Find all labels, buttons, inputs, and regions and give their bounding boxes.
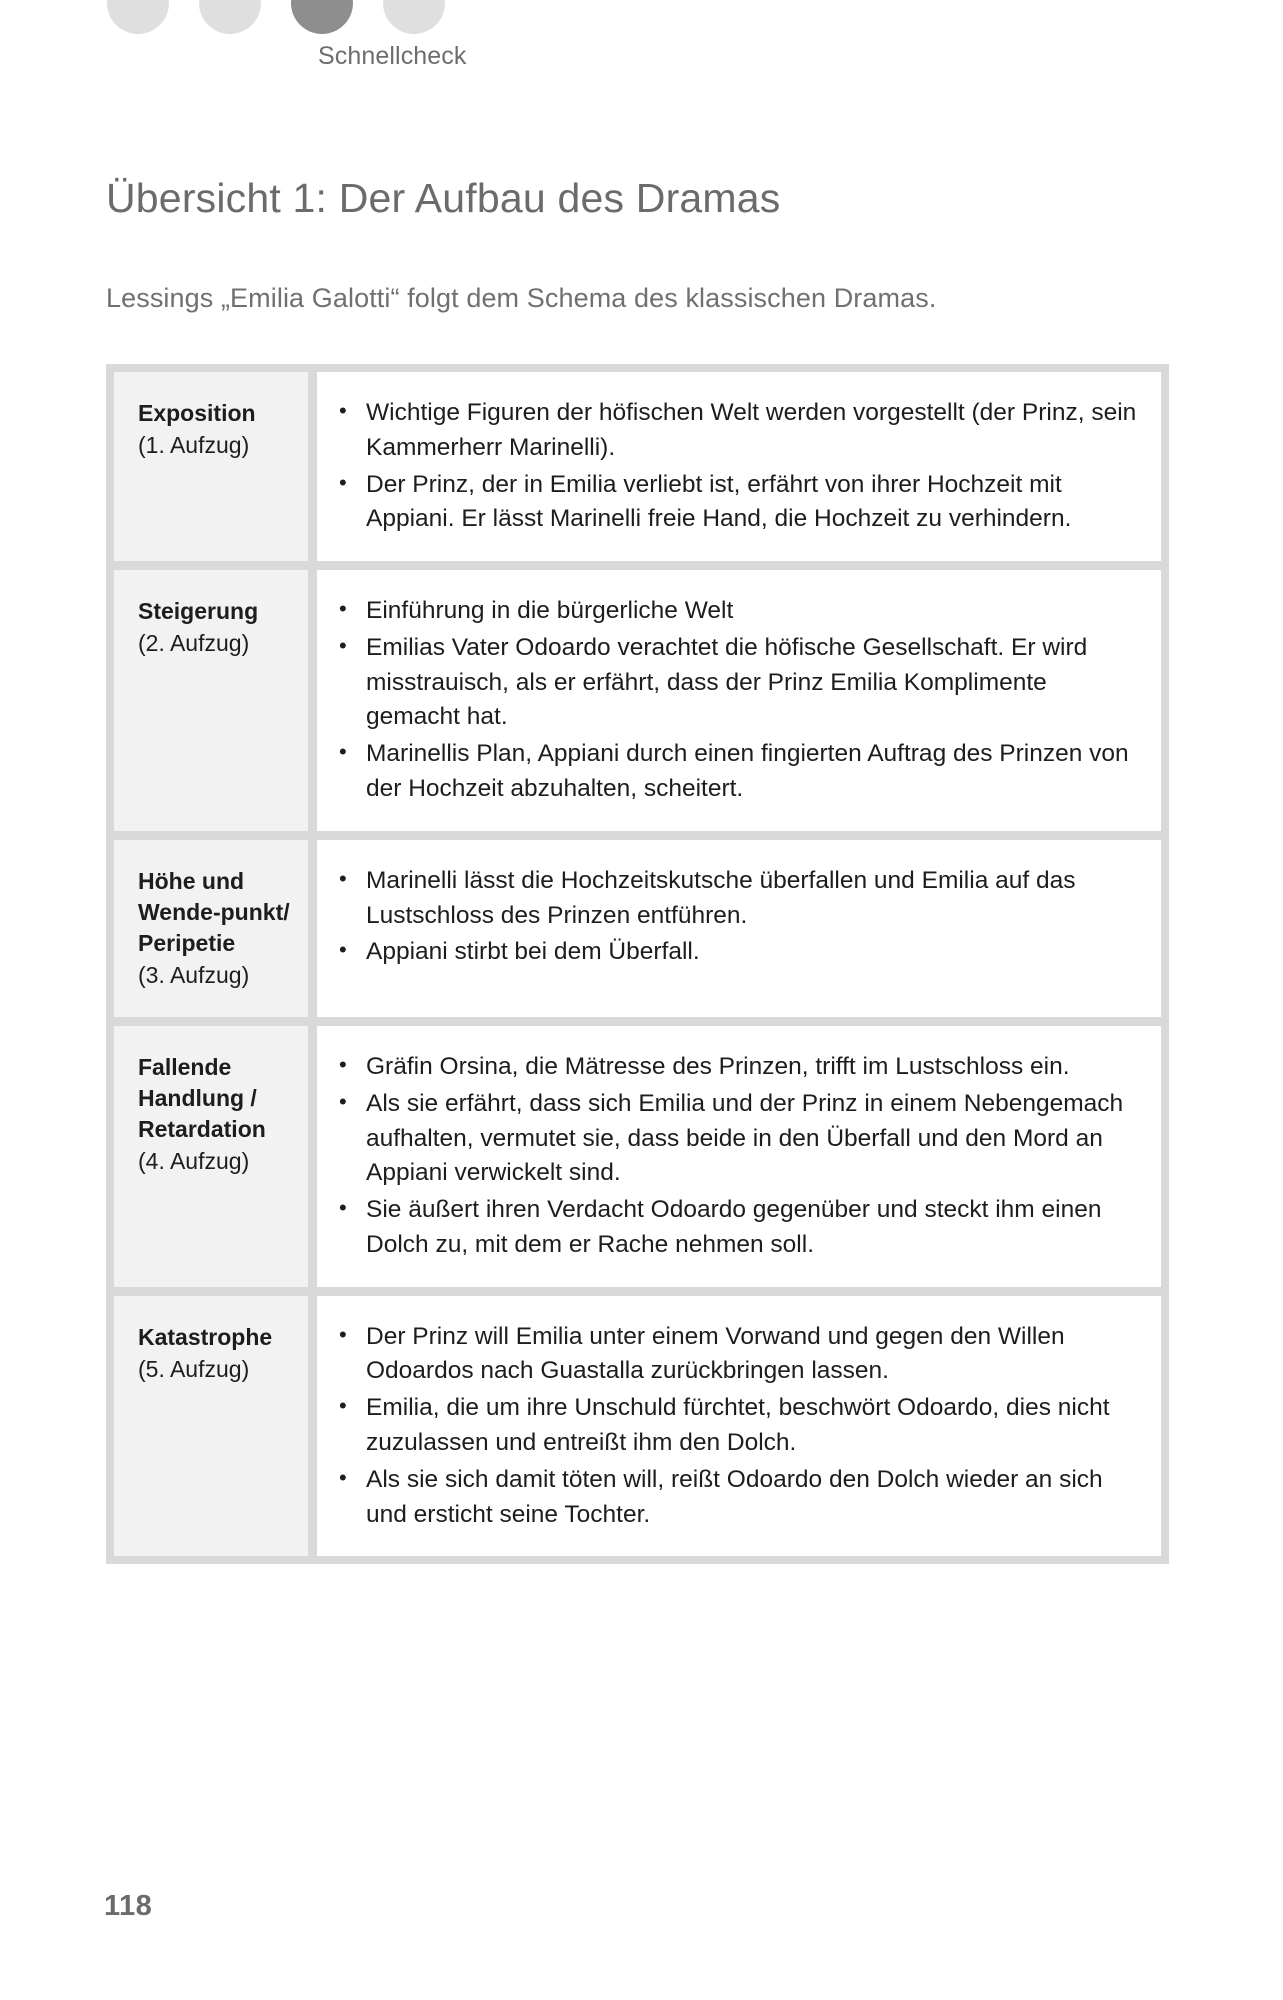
- bullet-list: [337, 396, 1143, 537]
- bullet-item: • Gräfin Orsina, die Mätresse des Prinzen, trifft im Lustschloss ein.: [337, 1050, 1143, 1085]
- stage-name: Exposition: [138, 400, 256, 426]
- stage-name: Katastrophe: [138, 1323, 273, 1350]
- bullet-item: • Appiani stirbt bei dem Überfall.: [337, 935, 1143, 970]
- stage-act: (2. Aufzug): [138, 630, 250, 657]
- bullet-list: [337, 1320, 1143, 1533]
- page-subtitle: Lessings „Emilia Galotti“ folgt dem Schema des klassischen Dramas.: [106, 283, 937, 313]
- bullet-list: [337, 1050, 1143, 1263]
- bullet-item: • Als sie sich damit töten will, reißt Odoardo den Dolch wieder an sich und ersticht seine Tochter.: [337, 1463, 1143, 1533]
- stage-content-cell: [317, 840, 1161, 1017]
- table-row: [114, 1026, 1161, 1287]
- bullet-list: [337, 594, 1143, 807]
- stage-name: Steigerung: [138, 598, 259, 625]
- stage-act: (5. Aufzug): [138, 1355, 250, 1382]
- stage-name: Höhe und Wende-punkt/ Peripetie: [138, 867, 290, 956]
- chapter-dot-3-active[interactable]: [291, 0, 353, 34]
- stage-content-cell: [317, 1026, 1161, 1287]
- stage-act: (4. Aufzug): [138, 1148, 250, 1175]
- bullet-item: • Marinelli lässt die Hochzeitskutsche überfallen und Emilia auf das Lustschloss des Prinzen entführen.: [337, 864, 1143, 934]
- chapter-dot-2[interactable]: [199, 0, 261, 34]
- bullet-item: • Emilias Vater Odoardo verachtet die höfische Gesellschaft. Er wird misstrauisch, als er erfährt, dass der Prinz Emilia Komplimente gemacht hat.: [337, 631, 1143, 735]
- stage-content-cell: [317, 1296, 1161, 1557]
- table-row: [114, 372, 1161, 561]
- bullet-item: • Emilia, die um ihre Unschuld fürchtet, beschwört Odoardo, dies nicht zuzulassen und entreißt ihm den Dolch.: [337, 1391, 1143, 1461]
- stage-name: Fallende Handlung / Retardation: [138, 1054, 266, 1143]
- table-row: [114, 840, 1161, 1017]
- bullet-item: • Marinellis Plan, Appiani durch einen fingierten Auftrag des Prinzen von der Hochzeit abzuhalten, scheitert.: [337, 737, 1143, 807]
- page-title: Übersicht 1: Der Aufbau des Dramas: [106, 175, 781, 222]
- chapter-dot-label: Schnellcheck: [318, 42, 467, 70]
- drama-structure-table: [106, 364, 1169, 1564]
- bullet-item: • Als sie erfährt, dass sich Emilia und der Prinz in einem Nebengemach aufhalten, vermutet sie, dass beide in den Überfall und den Mord an Appiani verwickelt sind.: [337, 1087, 1143, 1191]
- chapter-dot-nav[interactable]: [107, 0, 445, 34]
- bullet-item: • Einführung in die bürgerliche Welt: [337, 594, 1143, 629]
- bullet-list: [337, 864, 1143, 970]
- stage-label-cell: [114, 1296, 308, 1557]
- chapter-dot-4[interactable]: [383, 0, 445, 34]
- bullet-item: • Sie äußert ihren Verdacht Odoardo gegenüber und steckt ihm einen Dolch zu, mit dem er Rache nehmen soll.: [337, 1193, 1143, 1263]
- stage-act: (1. Aufzug): [138, 432, 250, 459]
- stage-label-cell: [114, 840, 308, 1017]
- stage-content-cell: [317, 570, 1161, 831]
- bullet-item: • Wichtige Figuren der höfischen Welt werden vorgestellt (der Prinz, sein Kammerherr Marinelli).: [337, 396, 1143, 466]
- table-row: [114, 570, 1161, 831]
- stage-label-cell: [114, 570, 308, 831]
- stage-label-cell: [114, 1026, 308, 1287]
- stage-label-cell: [114, 372, 308, 561]
- chapter-dot-1[interactable]: [107, 0, 169, 34]
- bullet-item: • Der Prinz will Emilia unter einem Vorwand und gegen den Willen Odoardos nach Guastalla zurückbringen lassen.: [337, 1320, 1143, 1390]
- page-number: 118: [104, 1890, 153, 1922]
- stage-act: (3. Aufzug): [138, 961, 250, 988]
- bullet-item: • Der Prinz, der in Emilia verliebt ist, erfährt von ihrer Hochzeit mit Appiani. Er lässt Marinelli freie Hand, die Hochzeit zu verhindern.: [337, 468, 1143, 538]
- table-row: [114, 1296, 1161, 1557]
- stage-content-cell: [317, 372, 1161, 561]
